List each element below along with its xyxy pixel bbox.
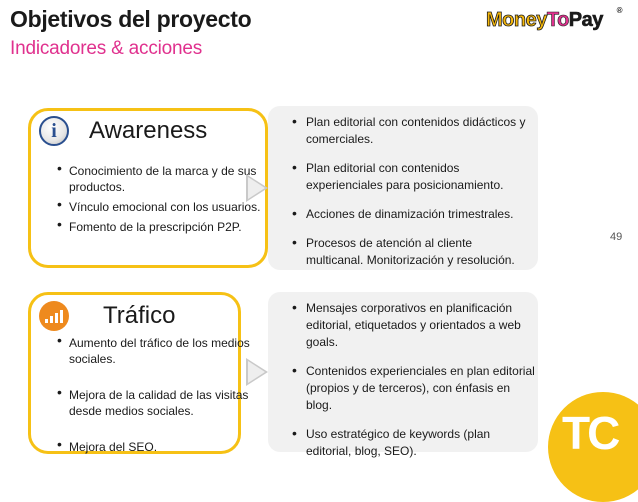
trafico-indicators-list <box>57 335 262 455</box>
logo-part-money: Money <box>486 9 547 31</box>
awareness-indicators-list <box>57 163 262 235</box>
trafico-arrow <box>246 358 268 386</box>
trafico-actions-panel <box>268 292 538 458</box>
list-item: • Mensajes corporativos en planificación editorial, etiquetados y orientados a web goals. <box>290 300 535 351</box>
awareness-heading: Awareness <box>89 117 208 144</box>
awareness-indicators-box <box>28 108 268 268</box>
list-item: • Uso estratégico de keywords (plan editorial, blog, SEO). <box>290 426 535 460</box>
trafico-actions-list <box>290 300 535 460</box>
trafico-indicators-box <box>28 292 250 454</box>
awareness-arrow <box>246 174 268 202</box>
bar-chart-icon <box>39 301 69 331</box>
page-number: 49 <box>610 231 623 243</box>
logo-part-pay: Pay <box>568 9 603 31</box>
logo-registered-mark: ® <box>616 6 622 15</box>
list-item: • Mejora de la calidad de las visitas desde medios sociales. <box>57 387 262 419</box>
list-item: • Aumento del tráfico de los medios sociales. <box>57 335 262 367</box>
trafico-heading: Tráfico <box>103 302 176 329</box>
logo-part-to: To <box>546 9 569 31</box>
info-icon: i <box>39 116 69 146</box>
awareness-actions-panel <box>268 106 538 270</box>
page-title: Objetivos del proyecto <box>10 6 252 32</box>
awareness-actions-list <box>290 114 530 269</box>
page-subtitle: Indicadores & acciones <box>10 38 203 59</box>
list-item: • Acciones de dinamización trimestrales. <box>290 206 530 223</box>
tc-corner-logo <box>548 392 638 502</box>
tc-logo-text: TC <box>562 407 618 459</box>
list-item: • Plan editorial con contenidos didácticos y comerciales. <box>290 114 530 148</box>
moneytopay-logo <box>486 6 626 39</box>
list-item: • Conocimiento de la marca y de sus productos. <box>57 163 262 195</box>
list-item: • Procesos de atención al cliente multicanal. Monitorización y resolución. <box>290 235 530 269</box>
list-item: • Plan editorial con contenidos experienciales para posicionamiento. <box>290 160 530 194</box>
list-item: • Vínculo emocional con los usuarios. <box>57 199 262 215</box>
list-item: • Fomento de la prescripción P2P. <box>57 219 262 235</box>
list-item: • Contenidos experienciales en plan editorial (propios y de terceros), con énfasis en blog. <box>290 363 535 414</box>
list-item: • Mejora del SEO. <box>57 439 262 455</box>
